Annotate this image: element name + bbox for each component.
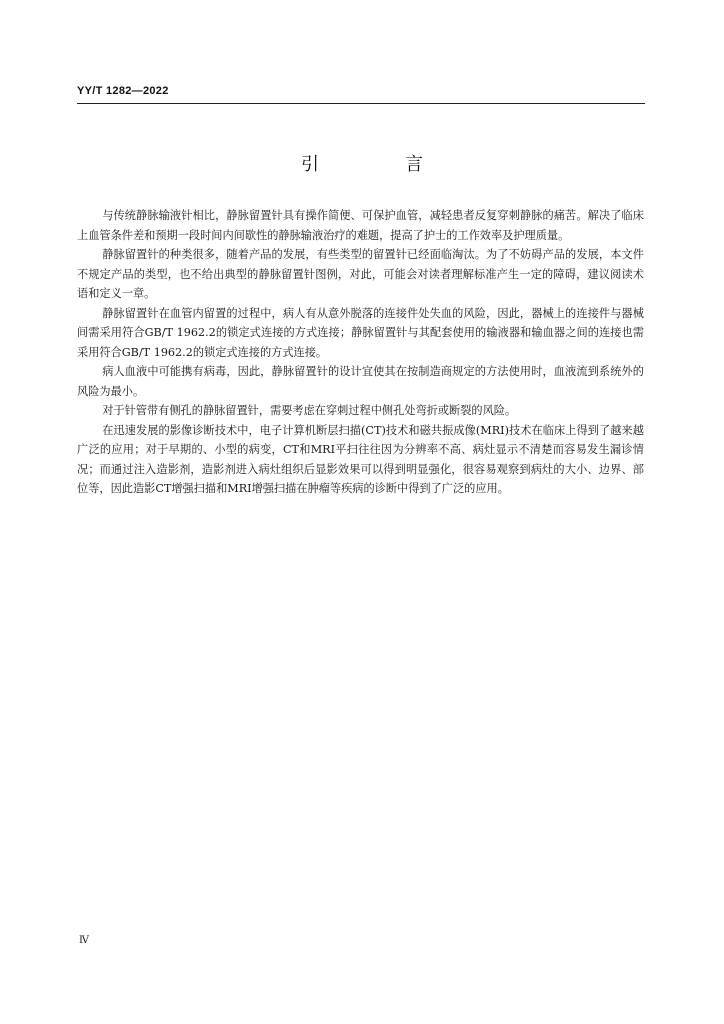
introduction-body [77,206,644,499]
paragraph-6: 在迅速发展的影像诊断技术中，电子计算机断层扫描(CT)技术和磁共振成像(MRI)技术在临床上得到了越来越广泛的应用；对于早期的、小型的病变，CT和MRI平扫往往因为分辨率不高、病灶显示不清楚而容易发生漏诊情况；而通过注入造影剂，造影剂进入病灶组织后显影效果可以得到明显强化，很容易观察到病灶的大小、边界、部位等，因此造影CT增强扫描和MRI增强扫描在肿瘤等疾病的诊断中得到了广泛的应用。 [77,423,644,495]
document-code: YY/T 1282—2022 [77,85,169,97]
paragraph-4: 病人血液中可能携有病毒，因此，静脉留置针的设计宜使其在按制造商规定的方法使用时，血液流到系统外的风险为最小。 [77,365,644,398]
header-rule [77,103,645,104]
paragraph-1: 与传统静脉输液针相比，静脉留置针具有操作简便、可保护血管，减轻患者反复穿刺静脉的痛苦。解决了临床上血管条件差和预期一段时间内间歇性的静脉输液治疗的难题，提高了护士的工作效率及护理质量。 [77,209,644,242]
page-title: 引 言 [301,154,457,175]
page-number: Ⅳ [79,935,89,946]
paragraph-2: 静脉留置针的种类很多，随着产品的发展，有些类型的留置针已经面临淘汰。为了不妨碍产品的发展，本文件不规定产品的类型，也不给出典型的静脉留置针图例，对此，可能会对读者理解标准产生一定的障碍，建议阅读术语和定义一章。 [77,248,644,300]
paragraph-3: 静脉留置针在血管内留置的过程中，病人有从意外脱落的连接件处失血的风险，因此，器械上的连接件与器械间需采用符合GB/T 1962.2的锁定式连接的方式连接；静脉留置针与其配套使用的输液器和输血器之间的连接也需采用符合GB/T 1962.2的锁定式连接的方式连接。 [77,306,644,359]
paragraph-5: 对于针管带有侧孔的静脉留置针，需要考虑在穿刺过程中侧孔处弯折或断裂的风险。 [102,404,517,417]
